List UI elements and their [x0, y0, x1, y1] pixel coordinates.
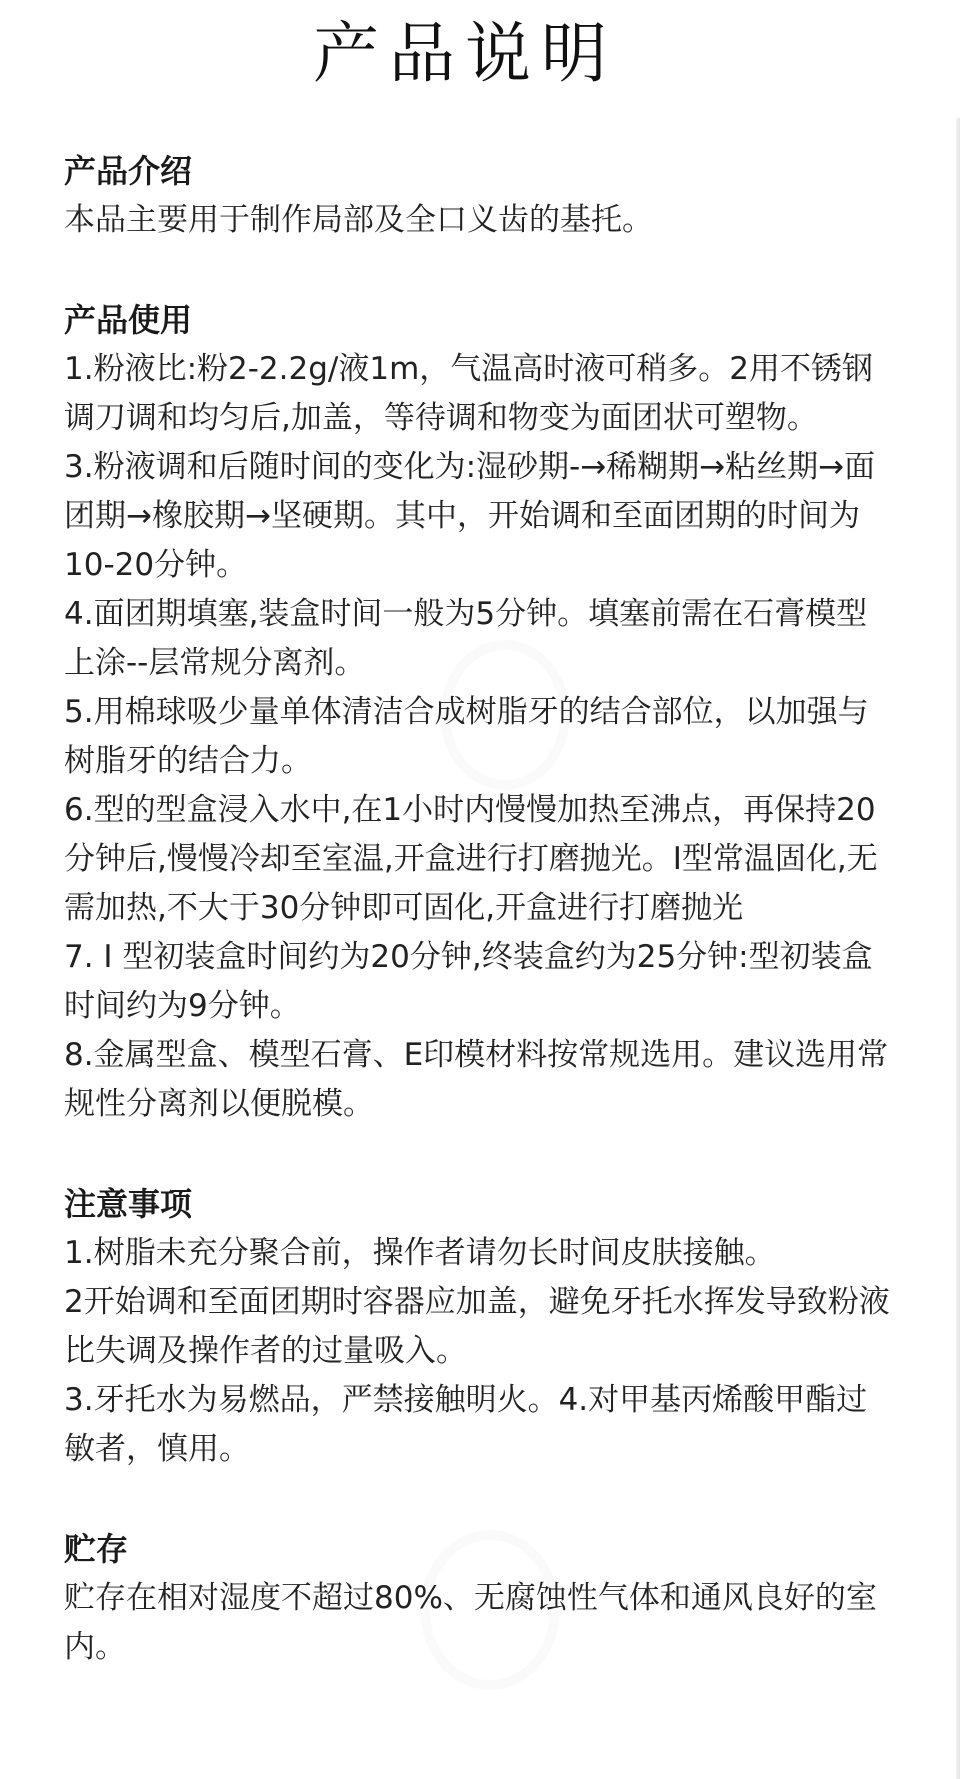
page-title: 产品说明 [313, 15, 617, 92]
paragraph: 5.用棉球吸少量单体清洁合成树脂牙的结合部位，以加强与树脂牙的结合力。 [64, 694, 869, 779]
product-description-content [64, 146, 894, 1722]
section-heading: 贮存 [64, 1530, 129, 1568]
paragraph: 6.型的型盒浸入水中,在1小时内慢慢加热至沸点，再保持20分钟后,慢慢冷却至室温,开盒进行打磨抛光。I型常温固化,无需加热,不大于30分钟即可固化,开盒进行打磨抛光 [64, 792, 878, 926]
section-heading: 产品介绍 [64, 152, 193, 190]
paragraph: 贮存在相对湿度不超过80%、无腐蚀性气体和通风良好的室内。 [64, 1580, 877, 1665]
paragraph: 8.金属型盒、模型石膏、E印模材料按常规选用。建议选用常规性分离剂以便脱模。 [64, 1037, 889, 1122]
paragraph: 3.粉液调和后随时间的变化为:湿砂期-→稀糊期→粘丝期→面团期→橡胶期→坚硬期。其中，开始调和至面团期的时间为10-20分钟。 [64, 449, 876, 583]
section-storage [64, 1524, 894, 1672]
paragraph: 1.树脂未充分聚合前，操作者请勿长时间皮肤接触。 [64, 1235, 776, 1271]
paragraph: 3.牙托水为易燃品，严禁接触明火。4.对甲基丙烯酸甲酯过敏者，慎用。 [64, 1382, 868, 1467]
paragraph: 本品主要用于制作局部及全口义齿的基托。 [64, 202, 653, 238]
page-edge-divider [956, 118, 960, 1779]
section-heading: 注意事项 [64, 1185, 193, 1223]
section-body [64, 196, 894, 245]
paragraph: 2开始调和至面团期时容器应加盖，避免牙托水挥发导致粉液比失调及操作者的过量吸入。 [64, 1284, 890, 1369]
section-body [64, 1574, 894, 1672]
paragraph: 1.粉液比:粉2-2.2g/液1m，气温高时液可稍多。2用不锈钢调刀调和均匀后,加盖，等待调和物变为面团状可塑物。 [64, 351, 873, 436]
section-product-intro [64, 146, 894, 245]
paragraph: 7. I 型初装盒时间约为20分钟,终装盒约为25分钟:型初装盒时间约为9分钟。 [64, 939, 873, 1024]
section-product-usage [64, 295, 894, 1129]
section-body [64, 345, 894, 1129]
paragraph: 4.面团期填塞,装盒时间一般为5分钟。填塞前需在石膏模型上涂--层常规分离剂。 [64, 596, 868, 681]
section-heading: 产品使用 [64, 301, 193, 339]
section-precautions [64, 1179, 894, 1474]
section-body [64, 1229, 894, 1474]
